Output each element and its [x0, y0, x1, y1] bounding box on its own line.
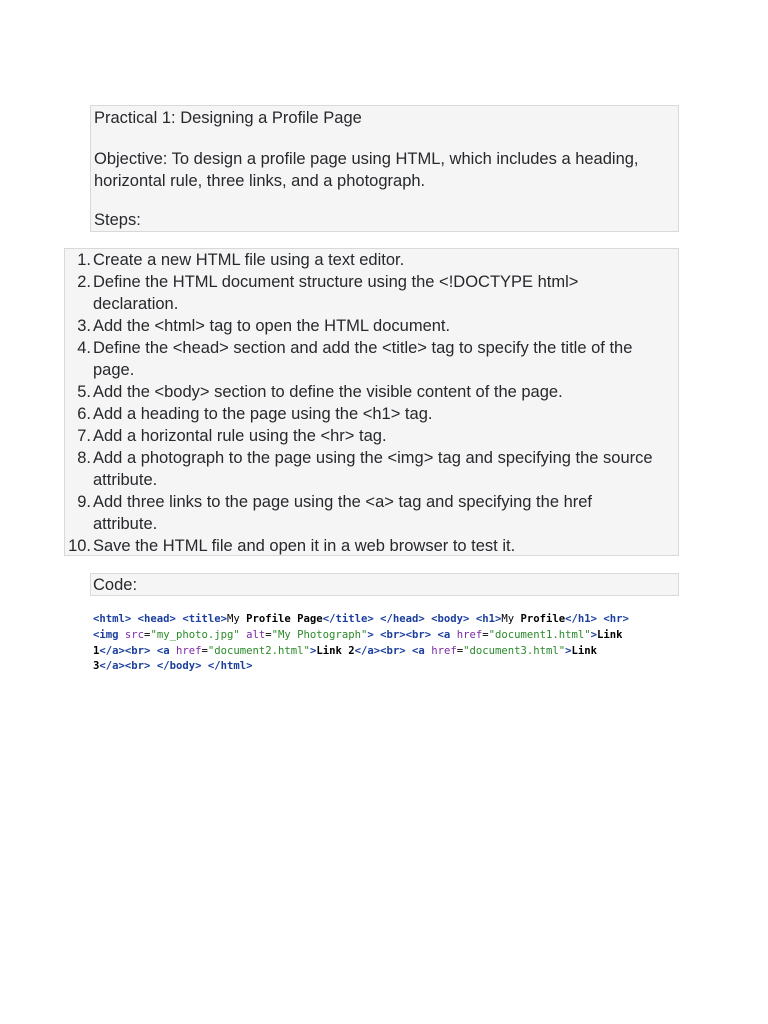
code-text: Link [597, 628, 623, 641]
code-tag: <title> [182, 613, 227, 625]
code-value: "my_photo.jpg" [150, 628, 240, 641]
step-number: 10. [68, 537, 91, 555]
code-line [93, 612, 673, 628]
step-text: Define the HTML document structure using the <!DOCTYPE html> declaration. [93, 273, 579, 313]
code-text: Link [571, 644, 598, 657]
step-text: Add the <html> tag to open the HTML document. [93, 317, 451, 335]
list-item [65, 425, 680, 447]
code-line [93, 659, 673, 675]
code-tag: <head> [137, 613, 176, 625]
code-attr: href [175, 644, 202, 657]
code-attr: src [124, 628, 145, 641]
list-item [65, 535, 680, 557]
code-tag: <a [412, 644, 425, 657]
code-tag: <img [93, 628, 119, 641]
code-tag: <hr> [603, 613, 629, 625]
code-label-box [90, 573, 679, 596]
code-value: "document1.html" [488, 628, 591, 641]
code-attr: href [431, 644, 457, 657]
code-block [93, 612, 673, 675]
code-line: 1</a><br> <a href="document2.html">Link 2</a><br> <a href="document3.html">Link [93, 644, 598, 657]
code-line: <img src="my_photo.jpg" alt="My Photograph"> <br><br> <a href="document1.html">Link [93, 628, 623, 641]
code-tag: </body> [156, 660, 202, 673]
steps-box [64, 248, 679, 556]
step-number: 3. [77, 317, 91, 335]
code-tag: </a> [99, 660, 125, 673]
list-item [65, 381, 680, 403]
code-tag: > [565, 644, 572, 657]
code-tag: > [309, 644, 317, 657]
step-number: 6. [77, 405, 91, 423]
list-item [65, 249, 680, 271]
step-text: Define the <head> section and add the <title> tag to specify the title of the page. [93, 339, 633, 379]
step-text: Add a photograph to the page using the <img> tag and specifying the source attribute. [93, 449, 653, 489]
step-number: 7. [77, 427, 91, 445]
code-tag: <body> [431, 613, 470, 625]
code-text: 1 [93, 644, 100, 657]
list-item [65, 315, 680, 337]
code-tag: <html> [93, 613, 132, 625]
code-tag: <br> [380, 628, 406, 641]
steps-label: Steps: [94, 211, 141, 229]
code-tag: <br> [405, 628, 432, 641]
step-text: Add three links to the page using the <a> tag and specifying the href attribute. [93, 493, 593, 533]
code-tag: </head> [380, 613, 425, 625]
list-item [65, 337, 680, 381]
code-text: My [227, 613, 247, 625]
list-item [65, 271, 680, 315]
code-attr: alt [246, 628, 266, 641]
list-item [65, 447, 680, 491]
code-value: "My Photograph" [271, 628, 368, 641]
code-value: "document3.html" [463, 644, 566, 657]
step-number: 4. [77, 339, 91, 357]
step-number: 8. [77, 449, 91, 467]
step-text: Add the <body> section to define the visible content of the page. [93, 383, 563, 401]
step-number: 5. [77, 383, 91, 401]
code-tag: <br> [380, 644, 406, 657]
step-text: Add a heading to the page using the <h1> tag. [93, 405, 433, 423]
code-tag: </h1> [565, 613, 598, 625]
code-tag: <br> [124, 644, 151, 657]
code-attr: href [456, 628, 483, 641]
steps-list [65, 249, 680, 557]
code-label: Code: [93, 576, 138, 594]
practical-title: Practical 1: Designing a Profile Page [94, 109, 362, 127]
code-tag: </title> [322, 613, 374, 625]
code-text: Profile Page [246, 613, 323, 625]
code-tag: </a> [99, 644, 125, 657]
code-tag: </html> [207, 660, 253, 673]
code-tag: <br> [124, 660, 151, 673]
code-tag: > [367, 628, 374, 641]
list-item [65, 403, 680, 425]
code-text: Profile [520, 613, 566, 625]
code-tag: <a [156, 644, 170, 657]
code-text: 3 [93, 660, 100, 673]
code-tag: </a> [354, 644, 381, 657]
code-text: Link 2 [316, 644, 355, 657]
code-tag: <a [437, 628, 451, 641]
objective-text: Objective: To design a profile page using HTML, which includes a heading, horizontal rule, three links, and a photograph. [94, 150, 639, 190]
step-text: Create a new HTML file using a text editor. [93, 251, 405, 269]
step-number: 2. [77, 273, 91, 291]
code-text: My [501, 613, 521, 625]
step-number: 9. [77, 493, 91, 511]
intro-box [90, 105, 679, 232]
step-number: 1. [77, 251, 91, 269]
code-tag: > [590, 628, 598, 641]
code-value: "document2.html" [207, 644, 310, 657]
step-text: Add a horizontal rule using the <hr> tag. [93, 427, 387, 445]
step-text: Save the HTML file and open it in a web browser to test it. [93, 537, 516, 555]
code-tag: <h1> [475, 613, 502, 625]
list-item [65, 491, 680, 535]
